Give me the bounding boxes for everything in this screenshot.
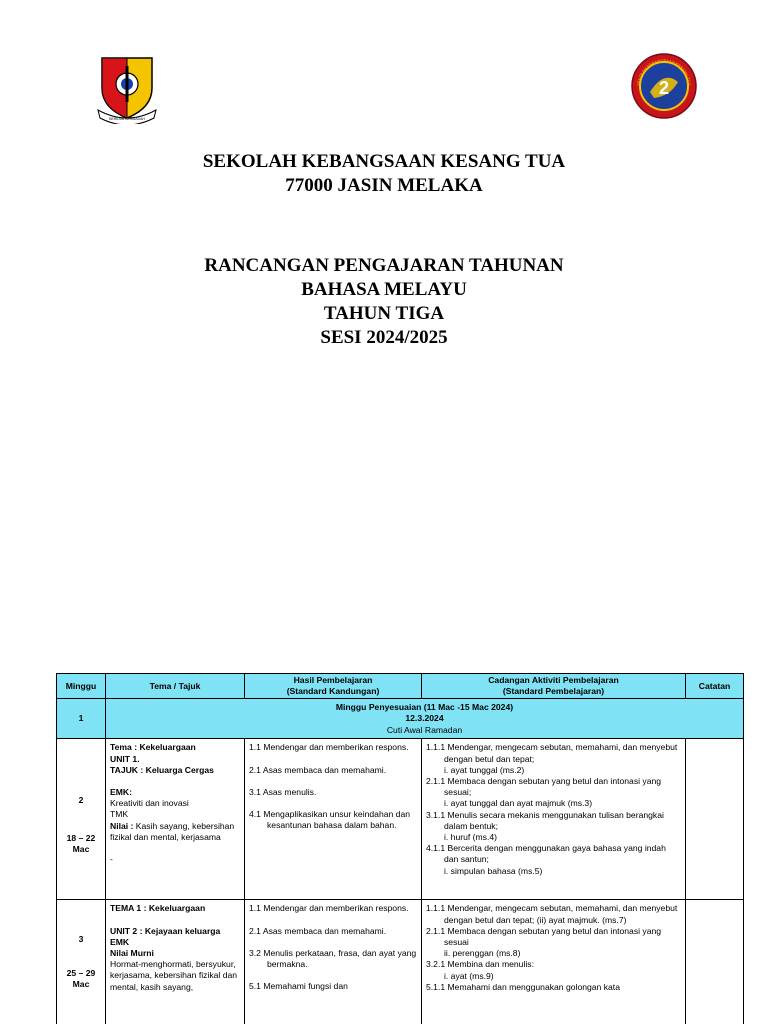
orientation-week-note: Minggu Penyesuaian (11 Mac -15 Mac 2024) 12.3.2024 Cuti Awal Ramadan [106, 699, 744, 739]
table-row [57, 900, 744, 1024]
school-heading [0, 150, 768, 198]
theme-cell: TEMA 1 : Kekeluargaan UNIT 2 : Kejayaan keluarga EMK Nilai Murni Hormat-menghormati, bersyukur, kerjasama, kebersihan fizikal dan mental, kasih sayang, [106, 900, 245, 1024]
activities-cell: 1.1.1 Mendengar, mengecam sebutan, memahami, dan menyebut dengan betul dan tepat; (ii) ayat majmuk. (ms.7) 2.1.1 Membaca dengan sebutan yang betul dan intonasi yang sesuai ii. perenggan (ms.8) 3.2.1 Membina dan menulis: i. ayat (ms.9) 5.1.1 Memahami dan menggunakan golongan kata [422, 900, 686, 1024]
notes-cell [686, 900, 744, 1024]
plan-heading [0, 254, 768, 350]
plan-title: RANCANGAN PENGAJARAN TAHUNAN [204, 255, 564, 276]
header-minggu: Minggu [57, 674, 106, 699]
school-address: 77000 JASIN MELAKA [285, 175, 483, 196]
table-row [57, 739, 744, 900]
plan-session: SESI 2024/2025 [320, 327, 448, 348]
week-cell: 3 25 – 29 Mac [57, 900, 106, 1024]
header-hasil: Hasil Pembelajaran (Standard Kandungan) [245, 674, 422, 699]
school-crest-logo [96, 54, 158, 124]
learning-outcomes-cell: 1.1 Mendengar dan memberikan respons. 2.1 Asas membaca dan memahami. 3.1 Asas menulis. 4.1 Mengaplikasikan unsur keindahan dan kesantunan bahasa dalam bahan. [245, 739, 422, 900]
svg-text:2: 2 [658, 78, 670, 98]
week-cell: 2 18 – 22 Mac [57, 739, 106, 900]
theme-cell: Tema : Kekeluargaan UNIT 1. TAJUK : Keluarga Cergas EMK: Kreativiti dan inovasi TMK Nilai : Kasih sayang, kebersihan fizikal dan mental, kerjasama - [106, 739, 245, 900]
lesson-plan-table [56, 673, 744, 1024]
school-emblem-logo [630, 52, 698, 120]
crest-banner-text: BERILMU BERIBADAH [109, 117, 145, 121]
school-name: SEKOLAH KEBANGSAAN KESANG TUA [202, 151, 566, 172]
table-header-row [57, 674, 744, 699]
emblem-ring-text: SEKOLAH KEBANGSAAN KESANG TUA [635, 57, 693, 86]
header-catatan: Catatan [686, 674, 744, 699]
learning-outcomes-cell: 1.1 Mendengar dan memberikan respons. 2.1 Asas membaca dan memahami. 3.2 Menulis perkataan, frasa, dan ayat yang bermakna. 5.1 Memahami fungsi dan [245, 900, 422, 1024]
header-cadangan: Cadangan Aktiviti Pembelajaran (Standard Pembelajaran) [422, 674, 686, 699]
activities-cell: 1.1.1 Mendengar, mengecam sebutan, memahami, dan menyebut dengan betul dan tepat; i. ayat tunggal (ms.2) 2.1.1 Membaca dengan sebutan yang betul dan intonasi yang sesuai; i. ayat tunggal dan ayat majmuk (ms.3) 3.1.1 Menulis secara mekanis menggunakan tulisan berangkai dalam bentuk; i. huruf (ms.4) 4.1.1 Bercerita dengan menggunakan gaya bahasa yang indah dan santun; i. simpulan bahasa (ms.5) [422, 739, 686, 900]
plan-subject: BAHASA MELAYU [301, 279, 467, 300]
plan-year: TAHUN TIGA [323, 303, 445, 324]
table-row [57, 699, 744, 739]
notes-cell [686, 739, 744, 900]
header-tema: Tema / Tajuk [106, 674, 245, 699]
week-number: 1 [57, 699, 106, 739]
